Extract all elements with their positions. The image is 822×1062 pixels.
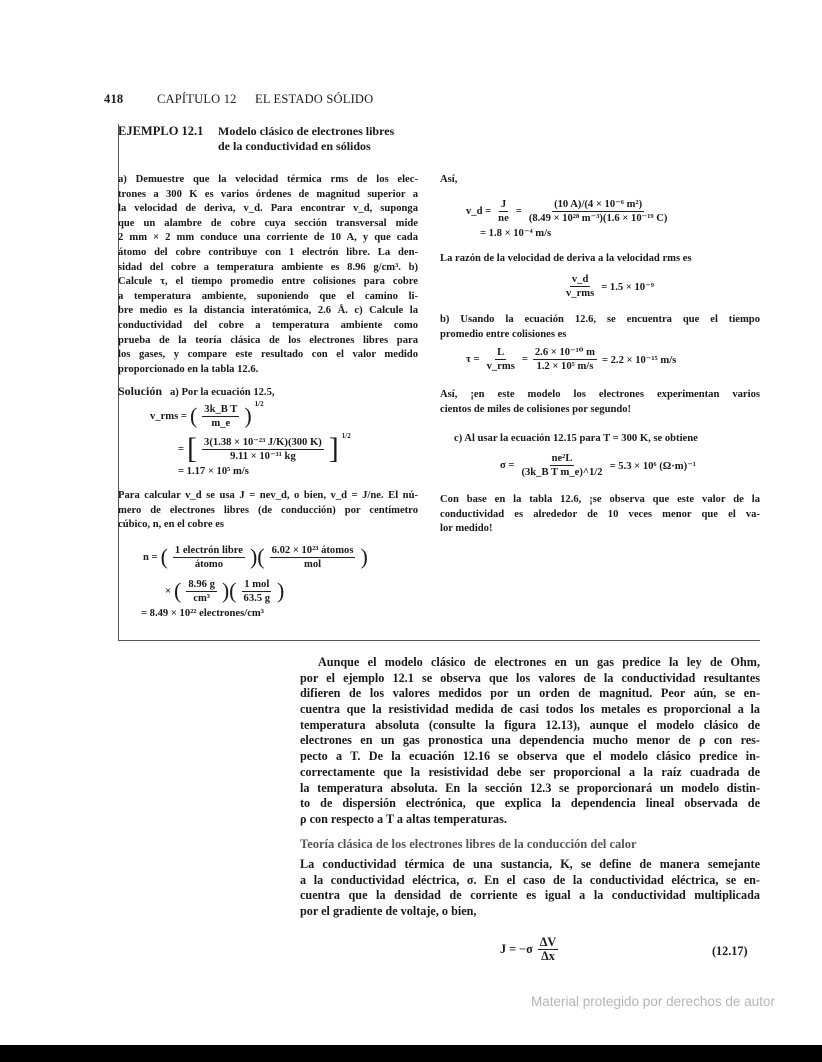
part-b-text	[440, 313, 760, 342]
eq-den: v_rms	[566, 288, 595, 299]
eq-den: (8.49 × 10²⁸ m⁻³)(1.6 × 10⁻¹⁹ C)	[528, 212, 668, 224]
eq-num: 3k_B T	[204, 403, 238, 415]
text-line: trones a 300 K es varios órdenes de magnitud superior a	[118, 188, 418, 200]
copyright-watermark: Material protegido por derechos de autor	[531, 994, 775, 1009]
body-paragraph	[300, 655, 760, 828]
eq-result: = 8.49 × 10²² electrones/cm³	[141, 608, 264, 619]
text-line: 2 mm × 2 mm conduce una corriente de 10 A, y que cada	[118, 232, 418, 244]
eq-num: 3(1.38 × 10⁻²³ J/K)(300 K)	[204, 436, 322, 448]
eq-den: 63.5 g	[243, 592, 270, 604]
tau-equation: τ = $\frac{L}{\text{v\_rms}}$ = $\frac{\text{2.6 × 10⁻¹⁰ m}}{\text{1.2 × 10⁵ m/s}}$ = 2.2 × 10⁻¹⁵ m/s	[466, 347, 677, 372]
text-line: correctamente que la resistividad debe ser proporcional a la raíz cuadrada de	[300, 764, 760, 779]
section-heading: Teoría clásica de los electrones libres de la conducción del calor	[300, 837, 637, 851]
eq-den: ne	[498, 212, 509, 224]
text-line: a la conductividad eléctrica, σ. En el caso de la conductividad eléctrica, se en-	[300, 872, 760, 887]
text-line: cuentra que la resistividad medida de casi todos los metales es proporcional a la	[300, 702, 760, 717]
vrms-equation: v_rms = ( $\frac{\text{3k\_B T}}{m\_e}$ ) $^{1/2}$ = [ $\frac{\text{3(1.38 × 10⁻²³ J/K)(300 K)}}{\text{9.11 × 10⁻³¹ kg}}$ ] $^{1/2}$ = 1.17 × 10⁵ m/s	[150, 400, 351, 477]
text-line: átomo del cobre contribuye con 1 electrón libre. La den-	[118, 246, 418, 258]
text-line: ρ con respecto a T a altas temperaturas.	[300, 811, 507, 826]
text-line: b) Usando la ecuación 12.6, se encuentra que el tiempo	[440, 314, 760, 325]
eq-result: = 1.17 × 10⁵ m/s	[178, 466, 249, 477]
text-line: Para calcular v_d se usa J = nev_d, o bien, v_d = J/ne. El nú-	[118, 490, 418, 501]
section-paragraph	[300, 857, 760, 920]
equation-12-17	[500, 936, 560, 963]
eq-lhs: n =	[143, 551, 158, 563]
eq-num: 1 mol	[244, 578, 270, 590]
ratio-equation	[562, 273, 654, 300]
text-line: pecto a T. De la ecuación 12.16 se observa que el modelo clásico predice in-	[300, 749, 760, 764]
eq-result: = 5.3 × 10⁶ (Ω·m)⁻¹	[609, 460, 696, 472]
eq-num: 2.6 × 10⁻¹⁰ m	[534, 347, 595, 358]
eq-result: = 1.8 × 10⁻⁴ m/s	[480, 228, 552, 239]
eq-num: 1 electrón libre	[174, 544, 243, 556]
eq-den: v_rms	[486, 361, 515, 372]
eq-num: L	[497, 347, 505, 358]
ratio-text: La razón de la velocidad de deriva a la velocidad rms es	[440, 253, 692, 264]
text-line: Así, ¡en este modelo los electrones experimentan varios	[440, 389, 760, 400]
eq-num: 6.02 × 10²³ átomos	[271, 544, 354, 556]
text-line: por el ejemplo 12.1 se observa que los valores de la conductividad resultantes	[300, 670, 760, 685]
bottom-bar	[0, 1045, 822, 1062]
eq-lhs: τ =	[466, 354, 480, 365]
eq-lhs: v_d =	[466, 205, 492, 217]
eq-num: 8.96 g	[188, 578, 215, 590]
eq-num: (10 A)/(4 × 10⁻⁶ m²)	[554, 198, 643, 210]
text-line: temperatura absoluta (consulte la figura 12.13), aunque el modelo clásico de	[300, 717, 760, 732]
text-line: la temperatura absoluta. En la sección 12.3 se proporcionará un modelo distin-	[300, 780, 760, 795]
text-line: cuentra que la densidad de corriente es igual a la conductividad multiplicada	[300, 888, 760, 903]
text-line: conductividad del cobre a temperatura ambiente como	[118, 319, 418, 331]
text-line: a temperatura ambiente, suponiendo que el camino li-	[118, 290, 418, 302]
text-line: a) Demuestre que la velocidad térmica rms de los elec-	[118, 174, 418, 185]
solution-text: a) Por la ecuación 12.5,	[169, 387, 275, 398]
sigma-equation	[500, 452, 696, 479]
text-line: que un alambre de cobre cuya sección transversal mide	[118, 217, 418, 229]
text-line: cientos de miles de colisiones por segundo!	[440, 403, 632, 415]
n-equation: n = ( $\frac{\text{1 electrón libre}}{\text{átomo}}$ )( $\frac{\text{6.02 × 10²³ átomos}}{\text{mol}}$ ) × ( $\frac{8.96 g}{\text{cm³}}$ )( $\frac{\text{1 mol}}{63.5 g}$ ) = 8.49 × 10²² electrones/cm³	[141, 544, 368, 619]
text-line: bre medio es la distancia interatómica, 2.6 Å. c) Calcule la	[118, 305, 418, 317]
eq-den: mol	[304, 558, 322, 570]
example-title: Modelo clásico de electrones libres de la conductividad en sólidos	[218, 124, 395, 153]
text-line: to de dispersión electrónica, que explica la dependencia lineal observada de	[300, 796, 760, 811]
eq-den: m_e	[211, 417, 231, 429]
text-line: prueba de la teoría clásica de los electrones libres para	[118, 334, 418, 346]
eq-result: = 2.2 × 10⁻¹⁵ m/s	[601, 354, 677, 366]
conclusion-text	[440, 493, 760, 537]
text-line: mero de electrones libres (de conducción) por centímetro	[118, 504, 418, 516]
text-line: electrones en un gas pronostica una dependencia mucho menor de ρ con res-	[300, 733, 760, 748]
solution-label: Solución	[118, 384, 163, 398]
eq-den: cm³	[193, 592, 210, 604]
text-line: Aunque el modelo clásico de electrones en un gas predice la ley de Ohm,	[318, 655, 760, 669]
vd-equation: v_d = $\frac{J}{ne}$ = $\frac{\text{(10 A)/(4 × 10⁻⁶ m²)}}{\text{(8.49 × 10²⁸ m⁻³)(1.6 × 10⁻¹⁹ C)}}$ = 1.8 × 10⁻⁴ m/s	[466, 195, 671, 239]
eq-exponent: 1/2	[254, 400, 264, 408]
text-line: difieren de los valores medidos por un orden de magnitud. Peor aún, se en-	[300, 686, 760, 701]
example-bottom-rule	[118, 640, 760, 641]
text-line: promedio entre colisiones es	[440, 328, 567, 340]
problem-statement	[118, 173, 418, 377]
solution-intro	[118, 384, 418, 399]
eq-exponent: 1/2	[341, 432, 351, 440]
eq-den: Δx	[541, 949, 555, 963]
text-line: cúbico, n, en el cobre es	[118, 519, 225, 531]
eq-den: 9.11 × 10⁻³¹ kg	[230, 450, 296, 462]
eq-lhs: J = −σ	[500, 942, 533, 956]
eq-num: ΔV	[539, 935, 557, 949]
drift-paragraph	[118, 489, 418, 533]
eq-num: ne²L	[551, 453, 573, 464]
eq-den: átomo	[194, 558, 224, 570]
part-c-text: c) Al usar la ecuación 12.15 para T = 300 K, se obtiene	[454, 433, 698, 444]
text-line: por el gradiente de voltaje, o bien,	[300, 904, 477, 919]
text-line: conductividad es alrededor de 10 veces menor que el va-	[440, 508, 760, 520]
eq-num: v_d	[571, 274, 589, 285]
text-line: Con base en la tabla 12.6, ¡se observa que este valor de la	[440, 494, 760, 505]
text-line: lor medido!	[440, 523, 493, 535]
eq-lhs: σ =	[500, 460, 515, 471]
eq-result: = 1.5 × 10⁻⁹	[601, 281, 654, 293]
chapter-title: EL ESTADO SÓLIDO	[255, 92, 374, 106]
text-line: sidad del cobre a temperatura ambiente es 8.96 g/cm³. b)	[118, 261, 418, 273]
eq-num: J	[500, 198, 507, 210]
eq-lhs: v_rms =	[150, 410, 187, 422]
text-line: proporcionado en la tabla 12.6.	[118, 363, 259, 375]
text-line: la velocidad de deriva, v_d. Para encontrar v_d, suponga	[118, 203, 418, 215]
text-line: Calcule τ, el tiempo promedio entre colisiones para cobre	[118, 276, 418, 288]
page-number: 418	[104, 92, 124, 106]
eq-times: ×	[165, 585, 172, 597]
eq-den: 1.2 × 10⁵ m/s	[536, 361, 594, 372]
asi-label: Así,	[440, 174, 458, 185]
collisions-text	[440, 388, 760, 417]
equation-number: (12.17)	[712, 944, 748, 958]
chapter-label: CAPÍTULO 12	[157, 92, 237, 106]
text-line: los gases, y compare este resultado con el valor medido	[118, 349, 418, 361]
example-label: EJEMPLO 12.1	[118, 124, 204, 138]
eq-den: (3k_B T m_e)^1/2	[521, 467, 603, 478]
text-line: La conductividad térmica de una sustancia, K, se define de manera semejante	[300, 857, 760, 871]
